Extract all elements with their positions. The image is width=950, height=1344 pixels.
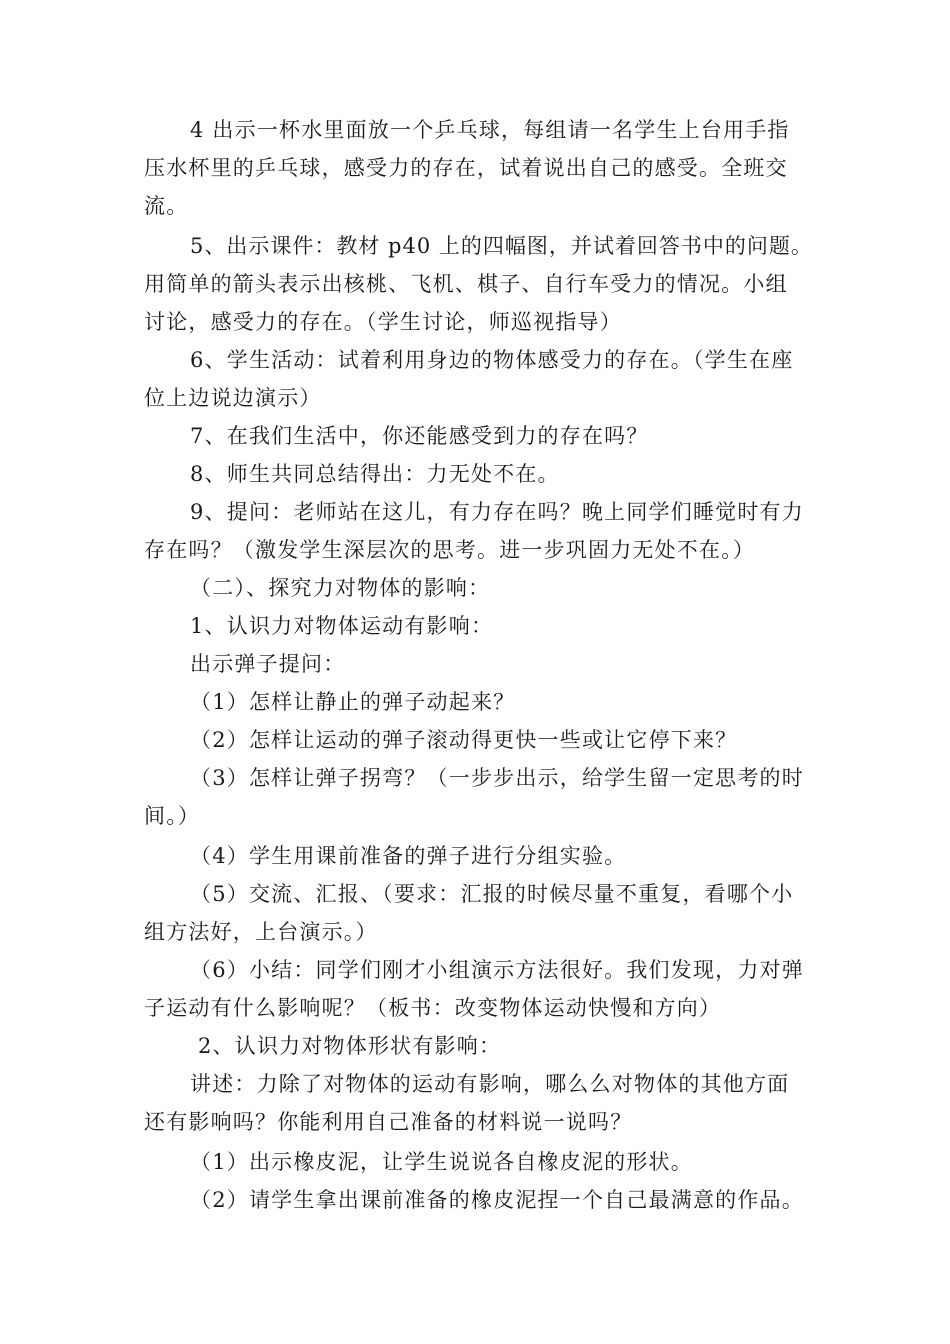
text-line: 还有影响吗？你能利用自己准备的材料说一说吗？ <box>144 1110 633 1134</box>
text-line: 组方法好，上台演示。） <box>144 920 378 944</box>
text-line: 8、师生共同总结得出：力无处不在。 <box>190 462 560 486</box>
text-line: 4 出示一杯水里面放一个乒乓球，每组请一名学生上台用手指 <box>190 118 790 142</box>
text-line: 讲述：力除了对物体的运动有影响，哪么么对物体的其他方面 <box>190 1072 790 1096</box>
text-line: （6）小结：同学们刚才小组演示方法很好。我们发现，力对弹 <box>190 958 804 982</box>
text-line: 压水杯里的乒乓球，感受力的存在，试着说出自己的感受。全班交 <box>144 156 788 180</box>
text-line: 讨论，感受力的存在。（学生讨论，师巡视指导） <box>144 310 622 334</box>
text-line: （2）请学生拿出课前准备的橡皮泥捏一个自己最满意的作品。 <box>190 1188 804 1212</box>
text-line: 5、出示课件：教材 p40 上的四幅图，并试着回答书中的问题。 <box>190 234 813 258</box>
text-line: （5）交流、汇报、（要求：汇报的时候尽量不重复，看哪个小 <box>190 882 794 906</box>
subsection-heading: 2、认识力对物体形状有影响： <box>198 1034 502 1058</box>
text-line: （1）怎样让静止的弹子动起来？ <box>190 690 516 714</box>
text-line: 6、学生活动：试着利用身边的物体感受力的存在。（学生在座 <box>190 348 794 372</box>
text-line: 出示弹子提问： <box>190 652 346 676</box>
text-line: 9、提问：老师站在这儿，有力存在吗？晚上同学们睡觉时有力 <box>190 500 804 524</box>
text-line: （3）怎样让弹子拐弯？（一步步出示，给学生留一定思考的时 <box>190 766 804 790</box>
subsection-heading: 1、认识力对物体运动有影响： <box>190 614 494 638</box>
text-line: 存在吗？（激发学生深层次的思考。进一步巩固力无处不在。） <box>144 538 756 562</box>
text-line: 流。 <box>144 194 189 218</box>
text-line: （1）出示橡皮泥，让学生说说各自橡皮泥的形状。 <box>190 1150 693 1174</box>
text-line: （4）学生用课前准备的弹子进行分组实验。 <box>190 844 627 868</box>
text-line: （2）怎样让运动的弹子滚动得更快一些或让它停下来？ <box>190 728 738 752</box>
text-line: 间。） <box>144 804 201 828</box>
text-line: 用简单的箭头表示出核桃、飞机、棋子、自行车受力的情况。小组 <box>144 272 788 296</box>
section-heading: （二）、探究力对物体的影响： <box>190 576 491 600</box>
text-line: 子运动有什么影响呢？（板书：改变物体运动快慢和方向） <box>144 996 722 1020</box>
text-line: 7、在我们生活中，你还能感受到力的存在吗？ <box>190 424 649 448</box>
text-line: 位上边说边演示） <box>144 386 322 410</box>
